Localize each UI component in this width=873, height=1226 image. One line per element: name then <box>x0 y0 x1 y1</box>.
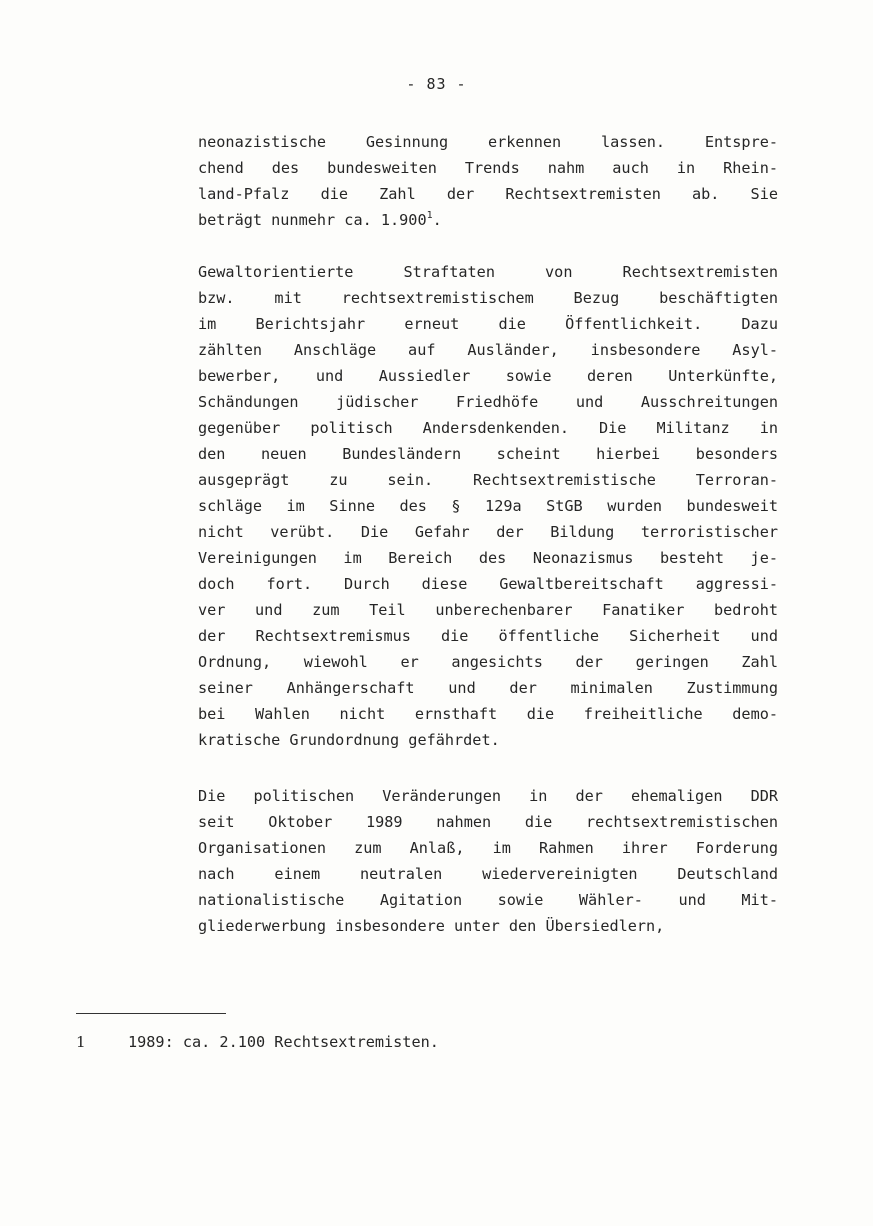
text-line: seit Oktober 1989 nahmen die rechtsextremistischen <box>198 813 778 831</box>
text-line: doch fort. Durch diese Gewaltbereitschaft aggressi- <box>198 575 778 593</box>
text-line: neonazistische Gesinnung erkennen lassen. Entspre- <box>198 133 778 151</box>
text-fragment: . <box>432 211 442 229</box>
text-line: bzw. mit rechtsextremistischem Bezug beschäftigten <box>198 289 778 307</box>
text-line: Schändungen jüdischer Friedhöfe und Ausschreitungen <box>198 393 778 411</box>
text-fragment: beträgt nunmehr ca. 1.900 <box>198 211 427 229</box>
text-line <box>198 207 778 233</box>
text-line: nationalistische Agitation sowie Wähler- und Mit- <box>198 891 778 909</box>
text-line: nicht verübt. Die Gefahr der Bildung terroristischer <box>198 523 778 541</box>
text-line: ausgeprägt zu sein. Rechtsextremistische Terroran- <box>198 471 778 489</box>
text-line: ver und zum Teil unberechenbarer Fanatiker bedroht <box>198 601 778 619</box>
text-line: Die politischen Veränderungen in der ehemaligen DDR <box>198 787 778 805</box>
footnote-separator <box>76 1013 226 1014</box>
footnote-marker: 1 <box>76 1033 86 1051</box>
text-line: zählten Anschläge auf Ausländer, insbesondere Asyl- <box>198 341 778 359</box>
paragraph-3 <box>198 783 778 939</box>
text-line: kratische Grundordnung gefährdet. <box>198 731 500 749</box>
paragraph-1 <box>198 129 778 233</box>
text-line: land-Pfalz die Zahl der Rechtsextremisten ab. Sie <box>198 185 778 203</box>
paragraph-2 <box>198 259 778 753</box>
text-line: schläge im Sinne des § 129a StGB wurden bundesweit <box>198 497 778 515</box>
text-line: nach einem neutralen wiedervereinigten Deutschland <box>198 865 778 883</box>
text-line: Ordnung, wiewohl er angesichts der geringen Zahl <box>198 653 778 671</box>
text-line: bewerber, und Aussiedler sowie deren Unterkünfte, <box>198 367 778 385</box>
text-line: Gewaltorientierte Straftaten von Rechtsextremisten <box>198 263 778 281</box>
text-line: Vereinigungen im Bereich des Neonazismus besteht je- <box>198 549 778 567</box>
footnote-reference: 1 <box>426 210 433 221</box>
footnote-text: 1989: ca. 2.100 Rechtsextremisten. <box>128 1033 439 1051</box>
page-number: - 83 - <box>406 75 467 93</box>
text-line: gliederwerbung insbesondere unter den Übersiedlern, <box>198 917 665 935</box>
text-line: der Rechtsextremismus die öffentliche Sicherheit und <box>198 627 778 645</box>
text-line: chend des bundesweiten Trends nahm auch in Rhein- <box>198 159 778 177</box>
text-line: im Berichtsjahr erneut die Öffentlichkeit. Dazu <box>198 315 778 333</box>
footnote <box>76 1029 439 1055</box>
text-line: den neuen Bundesländern scheint hierbei besonders <box>198 445 778 463</box>
text-line: Organisationen zum Anlaß, im Rahmen ihrer Forderung <box>198 839 778 857</box>
text-line: bei Wahlen nicht ernsthaft die freiheitliche demo- <box>198 705 778 723</box>
text-line: gegenüber politisch Andersdenkenden. Die Militanz in <box>198 419 778 437</box>
text-line: seiner Anhängerschaft und der minimalen Zustimmung <box>198 679 778 697</box>
